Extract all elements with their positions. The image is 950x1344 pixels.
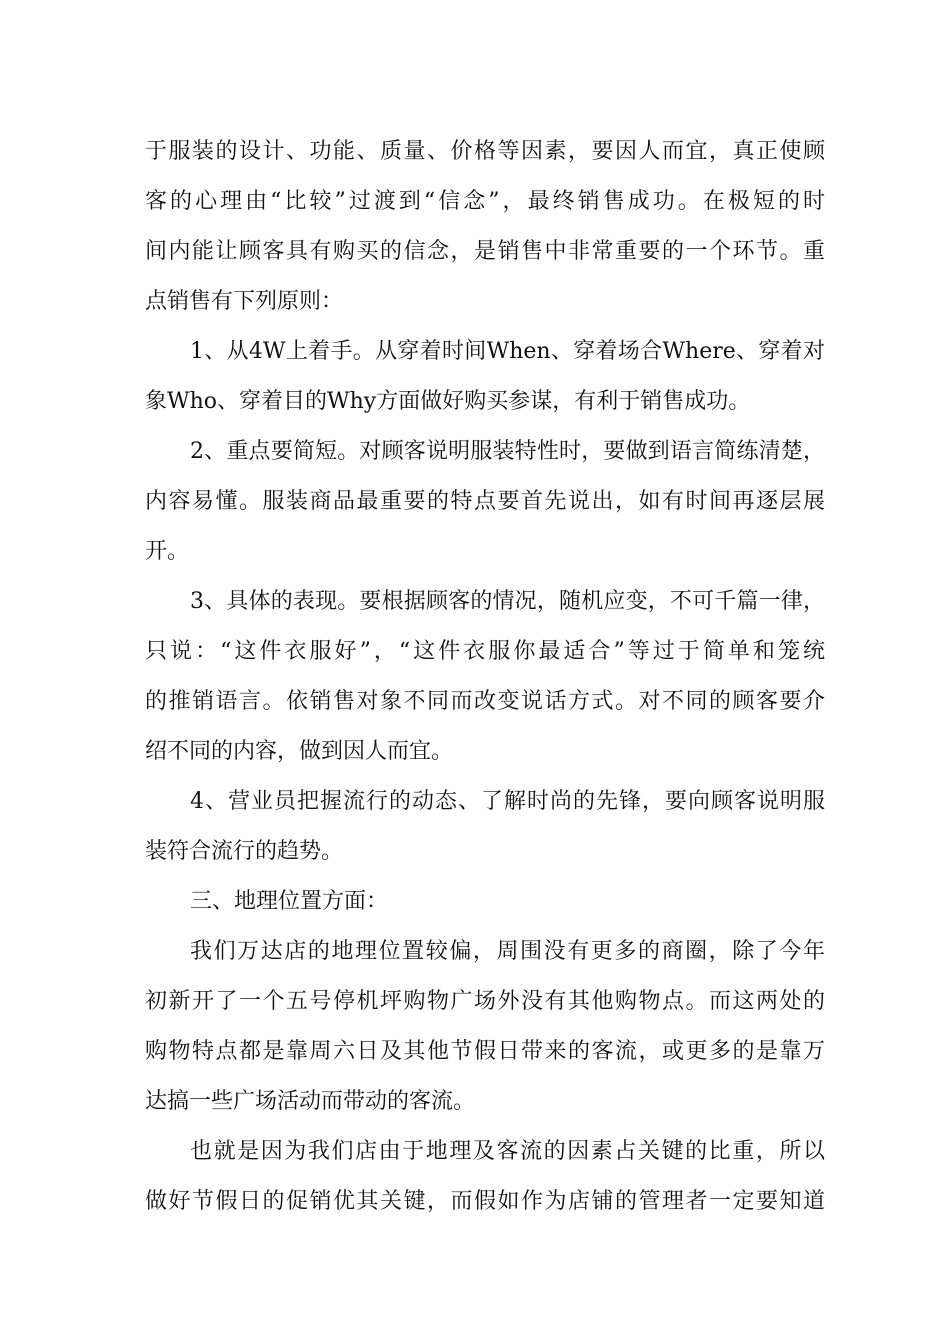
text-line: 客的心理由“比较”过渡到“信念”，最终销售成功。在极短的时 [145, 189, 825, 214]
text-line: 达搞一些广场活动而带动的客流。 [145, 1089, 476, 1114]
text-line: 1、从4W上着手。从穿着时间When、穿着场合Where、穿着对 [190, 339, 825, 364]
section-heading: 三、地理位置方面： [190, 889, 389, 914]
text-line: 绍不同的内容，做到因人而宜。 [145, 739, 454, 764]
text-line: 初新开了一个五号停机坪购物广场外没有其他购物点。而这两处的 [145, 989, 825, 1014]
text-line: 象Who、穿着目的Why方面做好购买参谋，有利于销售成功。 [145, 389, 751, 414]
text-line: 只说：“这件衣服好”，“这件衣服你最适合”等过于简单和笼统 [145, 639, 825, 664]
text-line: 的推销语言。依销售对象不同而改变说话方式。对不同的顾客要介 [145, 689, 825, 714]
text-line: 装符合流行的趋势。 [145, 839, 344, 864]
text-line: 点销售有下列原则： [145, 289, 344, 314]
text-line: 也就是因为我们店由于地理及客流的因素占关键的比重，所以 [190, 1139, 825, 1164]
text-line: 内容易懂。服装商品最重要的特点要首先说出，如有时间再逐层展 [145, 489, 825, 514]
text-line: 间内能让顾客具有购买的信念，是销售中非常重要的一个环节。重 [145, 239, 825, 264]
text-line: 购物特点都是靠周六日及其他节假日带来的客流，或更多的是靠万 [145, 1039, 825, 1064]
text-line: 开。 [145, 539, 190, 564]
text-line: 做好节假日的促销优其关键，而假如作为店铺的管理者一定要知道 [145, 1189, 825, 1214]
text-line: 我们万达店的地理位置较偏，周围没有更多的商圈，除了今年 [190, 939, 825, 964]
text-line: 3、具体的表现。要根据顾客的情况，随机应变，不可千篇一律， [190, 589, 825, 614]
text-line: 2、重点要简短。对顾客说明服装特性时，要做到语言简练清楚， [190, 439, 825, 464]
text-line: 4、营业员把握流行的动态、了解时尚的先锋，要向顾客说明服 [190, 789, 825, 814]
text-line: 于服装的设计、功能、质量、价格等因素，要因人而宜，真正使顾 [145, 139, 825, 164]
